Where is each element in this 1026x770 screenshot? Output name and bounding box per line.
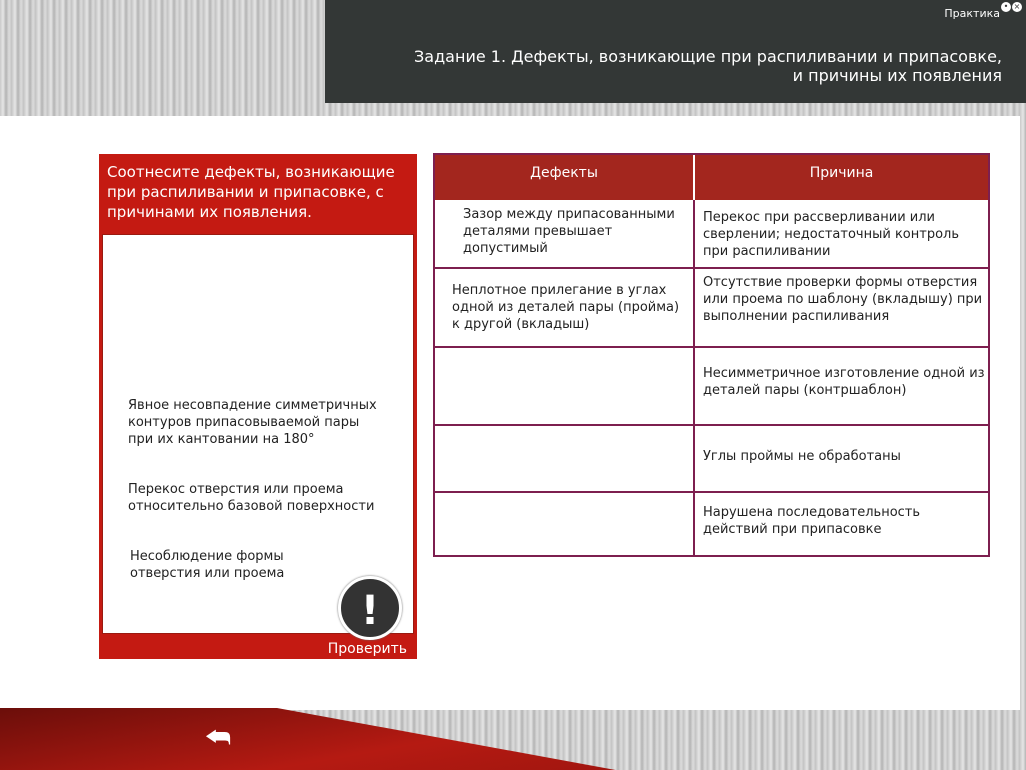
column-header-defects: Дефекты: [435, 155, 693, 200]
drop-slot-defect[interactable]: [443, 355, 685, 415]
draggable-defect[interactable]: Несоблюдение формы отверстия или проема: [130, 549, 285, 581]
row-divider: [435, 491, 988, 493]
mode-label: Практика: [944, 7, 1000, 20]
draggable-defect[interactable]: Явное несовпадение симметричных контуров припасовываемой пары при их кантовании на 180°: [128, 398, 377, 447]
column-header-causes: Причина: [695, 155, 988, 200]
column-divider: [693, 200, 695, 557]
header-bar: [325, 0, 1026, 103]
page-title-line2: и причины их появления: [792, 66, 1002, 85]
answer-pool: [102, 234, 414, 634]
page-title: [362, 47, 1002, 85]
check-button[interactable]: Проверить: [327, 641, 407, 657]
footer-band: [0, 708, 1026, 770]
draggable-defect[interactable]: Перекос отверстия или проема относительно базовой поверхности: [128, 482, 375, 514]
pin-icon[interactable]: •: [1001, 2, 1011, 12]
task-instruction: Соотнесите дефекты, возникающие при распиливании и припасовке, с причинами их появления.: [107, 163, 395, 221]
row-divider: [435, 346, 988, 348]
drop-slot-defect[interactable]: Зазор между припасованными деталями превышает допустимый: [463, 207, 675, 256]
cause-cell: Перекос при рассверливании или сверлении; недостаточный контроль при распиливании: [703, 210, 960, 259]
hint-button[interactable]: !: [338, 576, 402, 640]
row-divider: [435, 267, 988, 269]
cause-cell: Отсутствие проверки формы отверстия или проема по шаблону (вкладышу) при выполнении распиливания: [703, 275, 983, 324]
window-controls: [1001, 2, 1022, 12]
matching-table: [433, 153, 990, 557]
close-icon[interactable]: ×: [1013, 2, 1021, 11]
drop-slot-defect[interactable]: [443, 433, 685, 483]
cause-cell: Углы проймы не обработаны: [703, 449, 901, 464]
cause-cell: Нарушена последовательность действий при припасовке: [703, 505, 921, 537]
row-divider: [435, 424, 988, 426]
cause-cell: Несимметричное изготовление одной из деталей пары (контршаблон): [703, 366, 985, 398]
back-icon[interactable]: ⮪: [205, 721, 232, 754]
drop-slot-defect[interactable]: Неплотное прилегание в углах одной из деталей пары (пройма) к другой (вкладыш): [452, 283, 680, 332]
task-panel: [99, 154, 417, 659]
drop-slot-defect[interactable]: [443, 499, 685, 549]
page-title-line1: Задание 1. Дефекты, возникающие при распиливании и припасовке,: [414, 47, 1002, 66]
